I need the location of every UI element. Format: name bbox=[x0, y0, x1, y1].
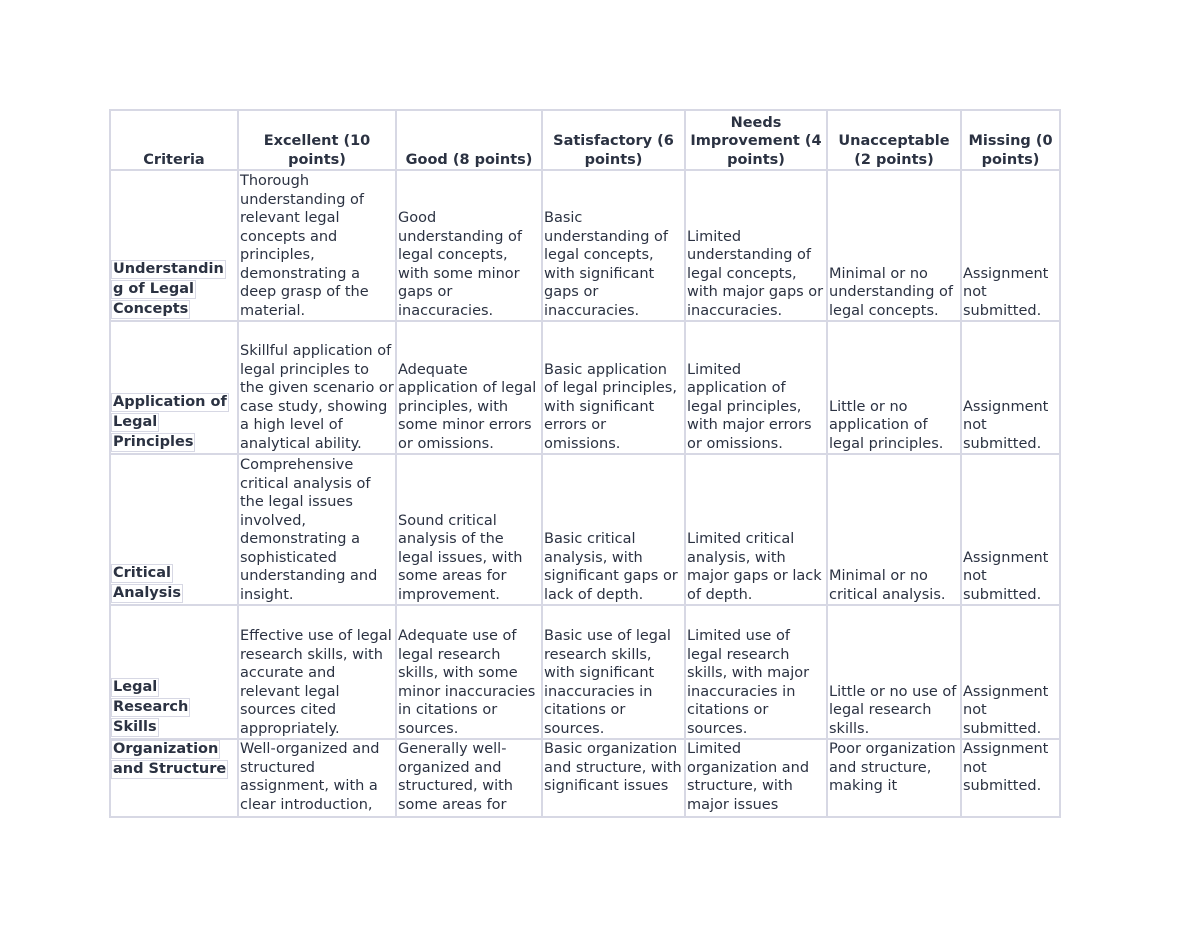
table-row bbox=[110, 321, 1060, 454]
header-excellent: Excellent (10 points) bbox=[238, 110, 396, 170]
rubric-cell-missing: Assignment not submitted. bbox=[961, 605, 1060, 739]
criteria-cell bbox=[110, 605, 238, 739]
rubric-cell-good: Adequate application of legal principles, with some minor errors or omissions. bbox=[396, 321, 542, 454]
rubric-cell-satisfactory: Basic application of legal principles, with significant errors or omissions. bbox=[542, 321, 685, 454]
criteria-label: Critical bbox=[113, 565, 172, 581]
rubric-cell-unacceptable: Minimal or no critical analysis. bbox=[827, 454, 961, 605]
rubric-cell-excellent: Skillful application of legal principles to the given scenario or case study, showing a high level of analytical ability. bbox=[238, 321, 396, 454]
rubric-cell-good: Good understanding of legal concepts, with some minor gaps or inaccuracies. bbox=[396, 170, 542, 321]
criteria-cell bbox=[110, 739, 238, 817]
criteria-cell bbox=[110, 454, 238, 605]
rubric-table bbox=[109, 109, 1061, 818]
header-missing: Missing (0 points) bbox=[961, 110, 1060, 170]
rubric-cell-excellent: Effective use of legal research skills, with accurate and relevant legal sources cited appropriately. bbox=[238, 605, 396, 739]
criteria-label: Research bbox=[113, 699, 189, 715]
rubric-cell-needs-improvement: Limited organization and structure, with major issues bbox=[685, 739, 827, 817]
rubric-cell-good: Sound critical analysis of the legal issues, with some areas for improvement. bbox=[396, 454, 542, 605]
table-row bbox=[110, 739, 1060, 817]
rubric-cell-needs-improvement: Limited critical analysis, with major gaps or lack of depth. bbox=[685, 454, 827, 605]
header-unacceptable: Unacceptable (2 points) bbox=[827, 110, 961, 170]
rubric-cell-satisfactory: Basic use of legal research skills, with significant inaccuracies in citations or sources. bbox=[542, 605, 685, 739]
criteria-label: and Structure bbox=[113, 761, 227, 777]
rubric-cell-unacceptable: Little or no application of legal principles. bbox=[827, 321, 961, 454]
rubric-cell-needs-improvement: Limited understanding of legal concepts, with major gaps or inaccuracies. bbox=[685, 170, 827, 321]
rubric-cell-excellent: Thorough understanding of relevant legal concepts and principles, demonstrating a deep grasp of the material. bbox=[238, 170, 396, 321]
criteria-label: Organization bbox=[113, 741, 219, 757]
criteria-label: Skills bbox=[113, 719, 157, 735]
criteria-label: Principles bbox=[113, 434, 194, 450]
rubric-cell-missing: Assignment not submitted. bbox=[961, 321, 1060, 454]
rubric-cell-satisfactory: Basic understanding of legal concepts, with significant gaps or inaccuracies. bbox=[542, 170, 685, 321]
criteria-label: g of Legal bbox=[113, 281, 194, 297]
criteria-label: Understandin bbox=[113, 261, 224, 277]
header-good: Good (8 points) bbox=[396, 110, 542, 170]
rubric-cell-good: Adequate use of legal research skills, with some minor inaccuracies in citations or sources. bbox=[396, 605, 542, 739]
rubric-cell-satisfactory: Basic critical analysis, with significant gaps or lack of depth. bbox=[542, 454, 685, 605]
rubric-cell-satisfactory: Basic organization and structure, with significant issues bbox=[542, 739, 685, 817]
criteria-label: Concepts bbox=[113, 301, 189, 317]
rubric-cell-unacceptable: Minimal or no understanding of legal concepts. bbox=[827, 170, 961, 321]
header-needs-improvement: Needs Improvement (4 points) bbox=[685, 110, 827, 170]
table-row bbox=[110, 170, 1060, 321]
rubric-cell-missing: Assignment not submitted. bbox=[961, 170, 1060, 321]
rubric-cell-unacceptable: Poor organization and structure, making it bbox=[827, 739, 961, 817]
rubric-cell-excellent: Comprehensive critical analysis of the legal issues involved, demonstrating a sophisticated understanding and insight. bbox=[238, 454, 396, 605]
header-criteria: Criteria bbox=[110, 110, 238, 170]
criteria-cell bbox=[110, 321, 238, 454]
table-row bbox=[110, 605, 1060, 739]
criteria-label: Application of bbox=[113, 394, 227, 410]
rubric-cell-excellent: Well-organized and structured assignment, with a clear introduction, bbox=[238, 739, 396, 817]
rubric-cell-needs-improvement: Limited application of legal principles, with major errors or omissions. bbox=[685, 321, 827, 454]
rubric-cell-needs-improvement: Limited use of legal research skills, with major inaccuracies in citations or sources. bbox=[685, 605, 827, 739]
rubric-cell-unacceptable: Little or no use of legal research skills. bbox=[827, 605, 961, 739]
criteria-cell bbox=[110, 170, 238, 321]
rubric-cell-missing: Assignment not submitted. bbox=[961, 454, 1060, 605]
rubric-cell-missing: Assignment not submitted. bbox=[961, 739, 1060, 817]
header-satisfactory: Satisfactory (6 points) bbox=[542, 110, 685, 170]
criteria-label: Legal bbox=[113, 414, 158, 430]
header-row bbox=[110, 110, 1060, 170]
criteria-label: Analysis bbox=[113, 585, 181, 601]
table-row bbox=[110, 454, 1060, 605]
rubric-cell-good: Generally well-organized and structured, with some areas for bbox=[396, 739, 542, 817]
criteria-label: Legal bbox=[113, 679, 158, 695]
